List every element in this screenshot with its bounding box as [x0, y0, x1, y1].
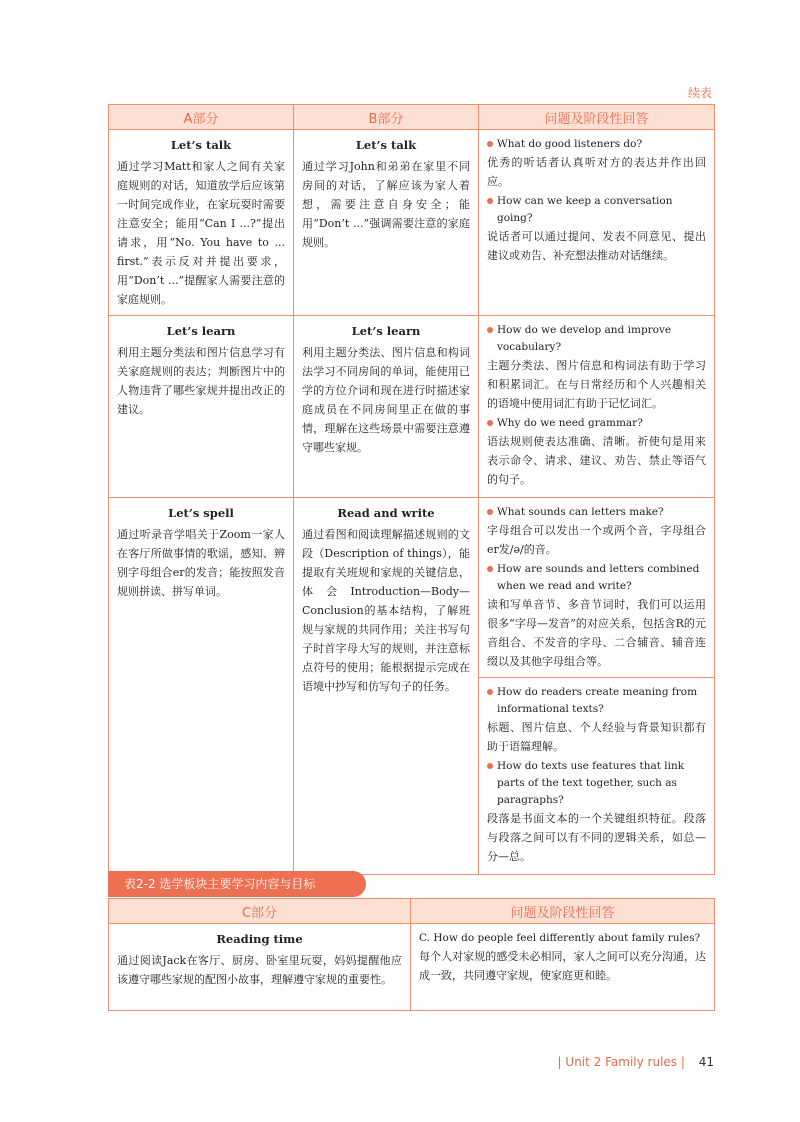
header-part-c: C部分	[109, 899, 411, 924]
qa-cell	[479, 498, 715, 875]
part-b-title: Let’s talk	[355, 138, 417, 152]
header-questions: 问题及阶段性回答	[411, 899, 715, 924]
part-c-text: 通过阅读Jack在客厅、厨房、卧室里玩耍，妈妈提醒他应该遵守哪些家规的配图小故事，理解遵守家规的重要性。	[117, 954, 402, 986]
footer-unit-label: | Unit 2 Family rules |	[557, 1055, 685, 1069]
part-b-cell	[294, 498, 479, 875]
part-b-text: 通过看图和阅读理解描述规则的文段（Description of things），能提取有关班规和家规的关键信息，体会Introduction—Body—Conclusion的基本结构，了解班规与家规的共同作用；关注书写句子时首字母大写的规则，并注意标点符号的使用；能根据提示完成在语境中抄写和仿写句子的任务。	[302, 528, 470, 693]
page-number: 41	[698, 1055, 714, 1069]
header-part-b: B部分	[294, 105, 479, 130]
table-row	[109, 498, 715, 875]
question-bullet: How do texts use features that link parts of the text together, such as paragraphs?	[487, 758, 706, 809]
part-b-text: 通过学习John和弟弟在家里不同房间的对话，了解应该为家人着想，需要注意自身安全；能用“Don’t ...”强调需要注意的家庭规则。	[302, 160, 470, 249]
table-section-ab	[108, 104, 715, 875]
header-questions: 问题及阶段性回答	[479, 105, 715, 130]
answer-text: 标题、图片信息、个人经验与背景知识都有助于语篇理解。	[487, 721, 706, 753]
answer-text: 读和写单音节、多音节词时，我们可以运用很多“字母—发音”的对应关系，包括含R的元音组合、不发音的字母、二合辅音、辅音连缀以及其他字母组合等。	[487, 598, 706, 668]
part-b-text: 利用主题分类法、图片信息和构词法学习不同房间的单词，能使用已学的方位介词和现在进行时描述家庭成员在不同房间里正在做的事情，理解在这些场景中需要注意遵守哪些家规。	[302, 346, 470, 454]
part-a-title: Let’s talk	[170, 138, 232, 152]
header-part-a: A部分	[109, 105, 294, 130]
table-header-row	[109, 899, 715, 924]
question-bullet: How are sounds and letters combined when we read and write?	[487, 561, 706, 595]
page-footer	[558, 1055, 714, 1069]
answer-text: 优秀的听话者认真听对方的表达并作出回应。	[487, 156, 706, 188]
qa-cell	[479, 316, 715, 498]
part-a-text: 利用主题分类法和图片信息学习有关家庭规则的表达；判断图片中的人物违背了哪些家规并提出改正的建议。	[117, 346, 285, 416]
part-a-cell	[109, 316, 294, 498]
part-a-cell	[109, 130, 294, 316]
part-b-title: Let’s learn	[351, 324, 421, 338]
table-row	[109, 130, 715, 316]
answer-text: 字母组合可以发出一个或两个音，字母组合er发/ə/的音。	[487, 524, 706, 556]
question-bullet: How do we develop and improve vocabulary?	[487, 322, 706, 356]
answer-text: 每个人对家规的感受未必相同，家人之间可以充分沟通，达成一致，共同遵守家规，使家庭更和睦。	[419, 950, 706, 982]
table-header-row	[109, 105, 715, 130]
table-section-c	[108, 898, 715, 1011]
answer-text: 主题分类法、图片信息和构词法有助于学习和积累词汇。在与日常经历和个人兴趣相关的语境中使用词汇有助于记忆词汇。	[487, 359, 706, 410]
question-text: C. How do people feel differently about family rules?	[419, 932, 701, 944]
part-b-cell	[294, 316, 479, 498]
part-a-title: Let’s spell	[168, 506, 234, 520]
part-b-cell	[294, 130, 479, 316]
divider	[479, 677, 714, 678]
part-c-title: Reading time	[216, 932, 303, 946]
part-a-title: Let’s learn	[166, 324, 236, 338]
question-bullet: How do readers create meaning from informational texts?	[487, 684, 706, 718]
part-a-text: 通过听录音学唱关于Zoom一家人在客厅所做事情的歌谣，感知、辨别字母组合er的发音；能按照发音规则拼读、拼写单词。	[117, 528, 285, 598]
part-c-cell	[109, 924, 411, 1011]
answer-text: 说话者可以通过提问、发表不同意见、提出建议或劝告、补充想法推动对话继续。	[487, 230, 706, 262]
part-a-cell	[109, 498, 294, 875]
continued-label: 续表	[687, 86, 712, 100]
qa-cell	[479, 130, 715, 316]
table-row	[109, 924, 715, 1011]
qa-cell	[411, 924, 715, 1011]
part-a-text: 通过学习Matt和家人之间有关家庭规则的对话，知道放学后应该第一时间完成作业，在家玩耍时需要注意安全；能用“Can I ...?”提出请求，用“No. You have to ... first.”表示反对并提出要求，用“Don’t ...”提醒家人需要注意的家庭规则。	[117, 160, 285, 306]
question-bullet: Why do we need grammar?	[487, 415, 706, 432]
question-bullet: What sounds can letters make?	[487, 504, 706, 521]
question-bullet: What do good listeners do?	[487, 136, 706, 153]
part-b-title: Read and write	[337, 506, 435, 520]
answer-text: 段落是书面文本的一个关键组织特征。段落与段落之间可以有不同的逻辑关系，如总—分—总。	[487, 812, 706, 863]
question-bullet: How can we keep a conversation going?	[487, 193, 706, 227]
table-row	[109, 316, 715, 498]
table-caption-tag: 表2-2 选学板块主要学习内容与目标	[108, 871, 366, 897]
answer-text: 语法规则使表达准确、清晰。祈使句是用来表示命令、请求、建议、劝告、禁止等语气的句子。	[487, 435, 706, 486]
